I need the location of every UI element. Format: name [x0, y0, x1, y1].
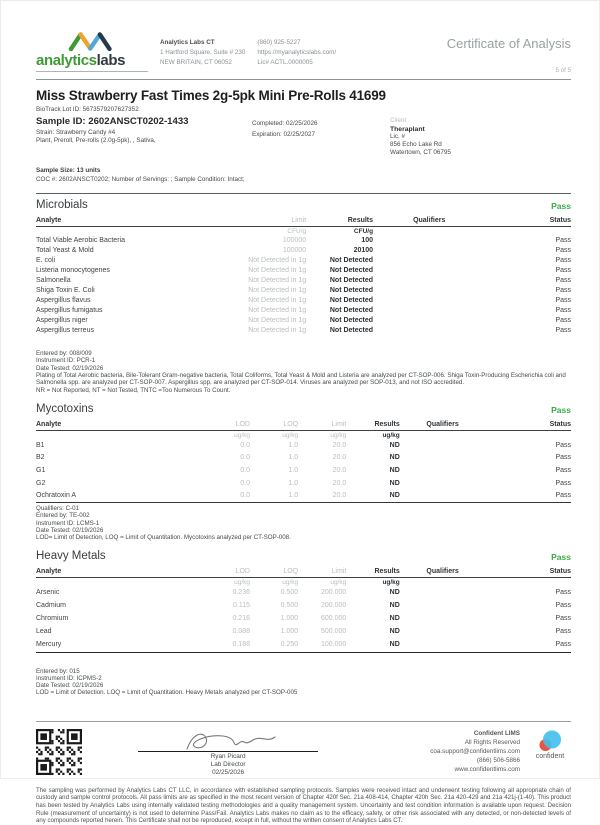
lab-address-line2: NEW BRITAIN, CT 06052 [160, 58, 232, 66]
lims-phone: (866) 506-5866 [476, 757, 520, 765]
footer-divider [36, 721, 571, 722]
logo-underline [36, 71, 148, 72]
biotrack-lot-id: BioTrack Lot ID: 5673579207627352 [36, 106, 139, 113]
page-indicator: 5 of 5 [555, 67, 571, 74]
table-row: Aspergillus fumigatus Not Detected in 1g Not Detected Pass [36, 306, 571, 314]
table-row: Aspergillus terreus Not Detected in 1g Not Detected Pass [36, 326, 571, 334]
table-row: Total Yeast & Mold 100000 20100 Pass [36, 246, 571, 254]
heavy-metals-notes: Entered by: 015 Instrument ID: ICPMS-2 Date Tested: 02/19/2026 LOD = Limit of Detection. LOQ = Limit of Quantitation. Heavy Metals analyzed per CT-SOP-005 [36, 667, 298, 697]
signer-role: Lab Director [210, 761, 246, 769]
client-address2: Watertown, CT 06795 [390, 148, 451, 156]
heavy-metals-title: Heavy Metals [36, 549, 106, 562]
coc-line: COC #: 2602ANSCT0202; Number of Servings: ; Sample Condition: Intact; [36, 176, 245, 184]
signature-block [138, 729, 318, 778]
lab-address-block [160, 38, 245, 67]
signature-date: 02/25/2026 [212, 769, 245, 777]
sample-size: Sample Size: 13 units [36, 167, 101, 175]
microbials-table: Analyte Limit Results Qualifiers Status CFU/g CFU/g Total Viable Aerobic Bacteria 100000 100 Pass Total Yeast & Mold 100000 20100 Pass E. coli Not Detected in 1g Not Detected Pass Listeria monocytogenes Not Detected in 1g Not Detected Pass Salmonella Not Detected in 1g Not Detected Pass Shiga Toxin E. Coli Not Detected in 1g Not Detected Pass Aspergillus flavus Not Detected in 1g Not Detected Pass Aspergillus fumigatus Not Detected in 1g Not Detected Pass Aspergillus niger Not Detected in 1g Not Detected Pass Aspergillus terreus Not Detected in 1g Not Detected Pass [36, 217, 571, 334]
product-title: Miss Strawberry Fast Times 2g-5pk Mini Pre-Rolls 41699 [36, 88, 386, 103]
sample-id: Sample ID: 2602ANSCT0202-1433 [36, 115, 189, 127]
signature-line [138, 751, 318, 752]
disclaimer-text: The sampling was performed by Analytics Labs CT LLC, in accordance with established sampling protocols. Samples were received intact and underwent testing following all appropriate chain of custody and sample control protocols. All pass limits are as specified in the most recent version of Chapter 420f Sec. 21a 408-414, Chapter 420h Sec. 21a 420-429 and 21a 421j-(1-40). This product has been tested by Analytics Labs using internally validated testing methodologies and a quality management system. Uncertainty and test condition information is available upon request. Decision Rule (measurement of uncertainty) is not used to determine Pass/Fail. Analytics Labs makes no claim as to the efficacy, safety, or other risk associated with any detected, or non-detected levels of any compounds reported herein. This Certificate shall not be reproduced, except in full, without the written consent of Analytics Labs CT. [36, 786, 571, 825]
table-row: Shiga Toxin E. Coli Not Detected in 1g Not Detected Pass [36, 286, 571, 294]
confident-logo-word: confident [535, 752, 565, 760]
table-row: Chromium 0.216 1.000 600.000 ND Pass [36, 615, 571, 623]
client-address1: 856 Echo Lake Rd [390, 140, 442, 148]
table-row: Mercury 0.188 0.250 100.000 ND Pass [36, 638, 571, 652]
table-row: Salmonella Not Detected in 1g Not Detected Pass [36, 276, 571, 284]
table-row: Ochratoxin A 0.0 1.0 20.0 ND Pass [36, 489, 571, 502]
client-name: Theraplant [390, 125, 425, 133]
lims-email-link[interactable]: coa.support@confidentlims.com [430, 748, 520, 755]
lims-contact-block [430, 729, 520, 775]
matrix-description: Plant, Preroll, Pre-rolls (2.0g-5pk), , Sativa, [36, 136, 156, 144]
qr-code-icon [36, 729, 82, 775]
table-row: E. coli Not Detected in 1g Not Detected Pass [36, 256, 571, 264]
table-row: B1 0.0 1.0 20.0 ND Pass [36, 441, 571, 449]
client-license: Lic. # [390, 132, 406, 140]
table-row: Aspergillus niger Not Detected in 1g Not Detected Pass [36, 316, 571, 324]
table-row: Arsenic 0.236 0.500 200.000 ND Pass [36, 588, 571, 596]
lims-rights: All Rights Reserved [464, 738, 520, 746]
mycotoxins-status-badge: Pass [551, 405, 571, 416]
lims-url-link[interactable]: www.confidentlims.com [454, 766, 520, 774]
microbials-status-badge: Pass [551, 201, 571, 212]
mycotoxins-table: Analyte LOD LOQ Limit Results Qualifiers Status ug/kg ug/kg ug/kg ug/kg B1 0.0 1.0 20.0 ND Pass B2 0.0 1.0 20.0 ND Pass G1 0.0 1.0 20.0 ND Pass G2 0.0 1.0 20.0 ND Pass Ochratoxin A 0.0 1.0 20.0 ND Pass [36, 420, 571, 503]
table-row: Total Viable Aerobic Bacteria 100000 100 Pass [36, 236, 571, 244]
table-row: Lead 0.088 1.000 500.000 ND Pass [36, 628, 571, 636]
mycotoxins-section [36, 398, 571, 542]
logo-wordmark: analyticslabs [36, 52, 126, 69]
mycotoxins-notes: Qualifiers: C-01 Entered by: TE-002 Instrument ID: LCMS-1 Date Tested: 02/19/2026 LOD= Limit of Detection, LOQ = Limit of Quantitation. Mycotoxins analyzed per CT-SOP-008. [36, 505, 291, 542]
table-row: G2 0.0 1.0 20.0 ND Pass [36, 479, 571, 487]
table-row: Cadmium 0.115 0.500 200.000 ND Pass [36, 601, 571, 609]
microbials-title: Microbials [36, 199, 88, 212]
footer-row [36, 729, 571, 778]
mycotoxins-title: Mycotoxins [36, 403, 94, 416]
lab-contact-block [257, 38, 336, 67]
confident-logo-icon [537, 729, 563, 753]
lab-address-line1: 1 Hartford Square, Suite # 230 [160, 48, 246, 56]
strain: Strain: Strawberry Candy #4 [36, 128, 116, 136]
completed-date: Completed: 02/25/2026 [252, 119, 318, 127]
heavy-metals-section [36, 545, 571, 697]
zigzag-logo-icon [65, 31, 119, 52]
lab-url-link[interactable]: https://myanalyticslabs.com/ [257, 48, 337, 56]
table-row: B2 0.0 1.0 20.0 ND Pass [36, 454, 571, 462]
lab-license: Lic# ACTL.0000005 [257, 58, 313, 66]
table-row: Listeria monocytogenes Not Detected in 1g Not Detected Pass [36, 266, 571, 274]
heavy-metals-status-badge: Pass [551, 551, 571, 562]
analyticslabs-logo [36, 31, 148, 72]
table-row: G1 0.0 1.0 20.0 ND Pass [36, 467, 571, 475]
table-row: Aspergillus flavus Not Detected in 1g Not Detected Pass [36, 296, 571, 304]
microbials-section [36, 193, 571, 394]
document-title: Certificate of Analysis [446, 36, 571, 51]
sample-info-row [36, 115, 571, 157]
microbials-notes: Entered by: 008/009 Instrument ID: PCR-1 Date Tested: 02/19/2026 Plating of Total Aerobic bacteria, Bile-Tolerant Gram-negative bacteria, Total Coliforms, Total Yeast & Mold and Listeria are analyzed per CT-SOP-006. Shiga Toxin-Producing Escherichia coli and Salmonella spp. are analyzed per CT-SOP-007. Aspergillus spp. are analyzed per CT-SOP-014. Viruses are analyzed per SOP-013, and not ISO accredited. NR = Not Reported, NT = Not Tested, TNTC =Too Numerous To Count. [36, 350, 566, 394]
header [36, 31, 571, 80]
lims-name: Confident LIMS [473, 729, 520, 737]
confident-logo [529, 729, 571, 760]
lab-phone: (860) 925-5227 [257, 39, 301, 46]
expiration-date: Expiration: 02/25/2027 [252, 131, 316, 139]
heavy-metals-table: Analyte LOD LOQ Limit Results Qualifiers Status ug/kg ug/kg ug/kg ug/kg Arsenic 0.236 0.500 200.000 ND Pass Cadmium 0.115 0.500 200.000 ND Pass Chromium 0.216 1.000 600.000 ND Pass Lead 0.088 1.000 500.000 ND Pass Mercury 0.188 0.250 100.000 ND Pass [36, 567, 571, 653]
client-block [390, 115, 451, 157]
signer-name: Ryan Picard [210, 752, 246, 760]
lab-name: Analytics Labs CT [160, 39, 215, 46]
client-label: Client [390, 116, 407, 124]
dates-block [252, 115, 358, 157]
